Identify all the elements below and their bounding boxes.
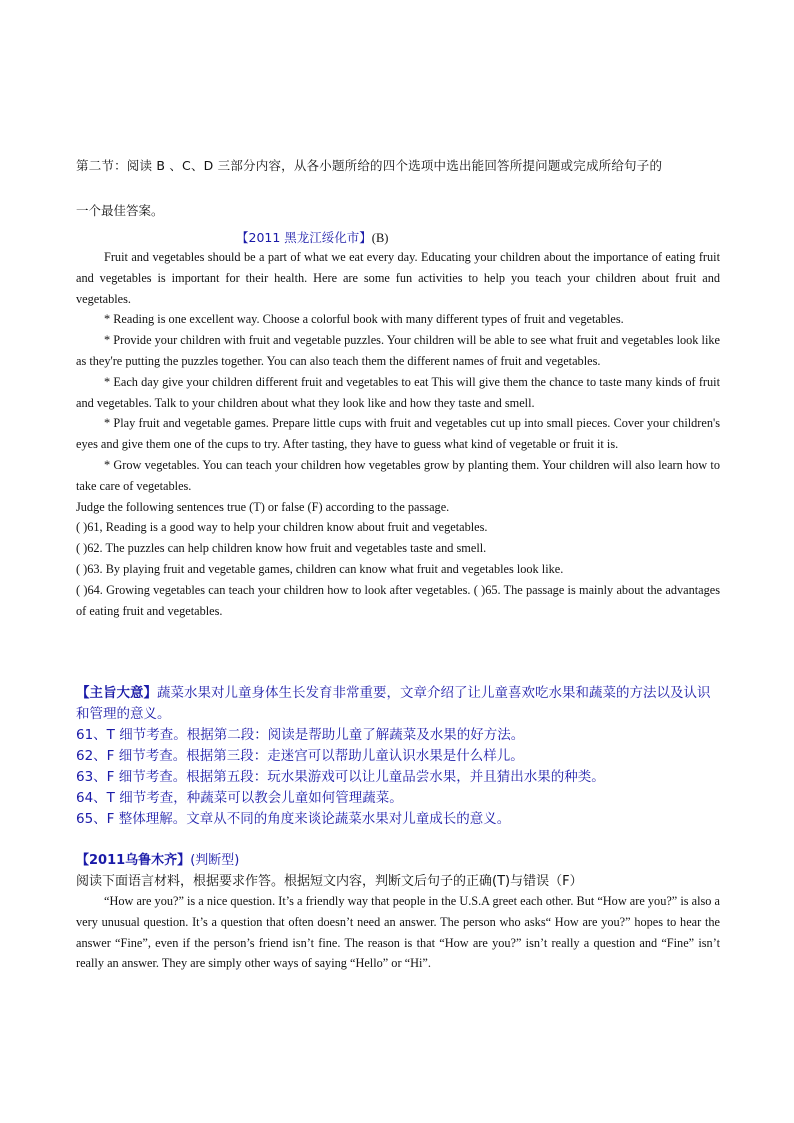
paragraph: * Reading is one excellent way. Choose a colorful book with many different types of fruit and vegetables. [104, 312, 624, 327]
source-tag: 【2011乌鲁木齐】 [76, 853, 191, 868]
section-instruction-continued: 一个最佳答案。 [76, 203, 164, 218]
question-instruction: Judge the following sentences true (T) or false (F) according to the passage. [76, 499, 450, 514]
question-61: ( )61, Reading is a good way to help your children know about fruit and vegetables. [76, 520, 488, 535]
paragraph: * Play fruit and vegetable games. Prepare little cups with fruit and vegetables cut up into small pieces. Cover your children's eyes and give them one of the cups to try. After tasting, they have to guess what kind of vegetable or fruit it is. [76, 416, 720, 452]
source-heading-2 [76, 849, 720, 871]
paragraph: Fruit and vegetables should be a part of what we eat every day. Educating your children about the importance of eating fruit and vegetables is important for their health. Here are some fun activities to help you teach your children about fruit and vegetables. [76, 250, 720, 306]
paragraph: “How are you?” is a nice question. It’s a friendly way that people in the U.S.A greet each other. But “How are you?” is also a very unusual question. It’s a question that often doesn’t need an answer. The person who asks“ How are you?” hopes to hear the answer “Fine”, even if the person’s friend isn’t fine. The reason is that “How are you?” isn’t really a question and “Fine” isn’t really an answer. They are simply other ways of saying “Hello” or “Hi”. [76, 894, 720, 971]
section-2-instruction: 阅读下面语言材料，根据要求作答。根据短文内容，判断文后句子的正确(T)与错误（F） [76, 874, 583, 889]
paragraph: * Provide your children with fruit and vegetable puzzles. Your children will be able to see what fruit and vegetables look like as they're putting the puzzles together. You can also teach them the different names of fruit and vegetables. [76, 333, 720, 368]
reading-passage-2 [76, 891, 720, 974]
source-heading-1 [236, 228, 388, 246]
section-2-header [76, 849, 720, 892]
answer-63: 63、F 细节考查。根据第五段：玩水果游戏可以让儿童品尝水果，并且猜出水果的种类。 [76, 769, 605, 785]
reading-passage-1 [76, 247, 720, 621]
paragraph: * Grow vegetables. You can teach your children how vegetables grow by planting them. Your children will also learn how to take care of vegetables. [76, 457, 720, 493]
answer-61: 61、T 细节考查。根据第二段：阅读是帮助儿童了解蔬菜及水果的好方法。 [76, 727, 525, 743]
source-suffix: (B) [371, 231, 389, 245]
main-idea-heading: 【主旨大意】 [76, 685, 157, 701]
answer-65: 65、F 整体理解。文章从不同的角度来谈论蔬菜水果对儿童成长的意义。 [76, 811, 511, 827]
paragraph: * Each day give your children different fruit and vegetables to eat This will give them the chance to taste many kinds of fruit and vegetables. Talk to your children about what they look like and how they taste and smell. [76, 374, 720, 410]
section-instruction: 第二节：阅读 B 、C、D 三部分内容，从各小题所给的四个选项中选出能回答所提问题或完成所给句子的 [76, 158, 663, 173]
main-idea [76, 683, 720, 725]
question-62: ( )62. The puzzles can help children know how fruit and vegetables taste and smell. [76, 541, 487, 556]
source-suffix: (判断型) [190, 853, 240, 868]
source-tag: 【2011 黑龙江绥化市】 [236, 230, 372, 245]
answer-62: 62、F 细节考查。根据第三段：走迷宫可以帮助儿童认识水果是什么样儿。 [76, 748, 524, 764]
question-63: ( )63. By playing fruit and vegetable games, children can know what fruit and vegetables look like. [76, 561, 564, 576]
question-64-65: ( )64. Growing vegetables can teach your children how to look after vegetables. ( )65. The passage is mainly about the advantages of eating fruit and vegetables. [76, 582, 720, 618]
answer-64: 64、T 细节考查，种蔬菜可以教会儿童如何管理蔬菜。 [76, 790, 403, 806]
main-idea-text: 蔬菜水果对儿童身体生长发育非常重要，文章介绍了让儿童喜欢吃水果和蔬菜的方法以及认识和管理的意义。 [76, 685, 711, 722]
answer-analysis [76, 683, 720, 830]
